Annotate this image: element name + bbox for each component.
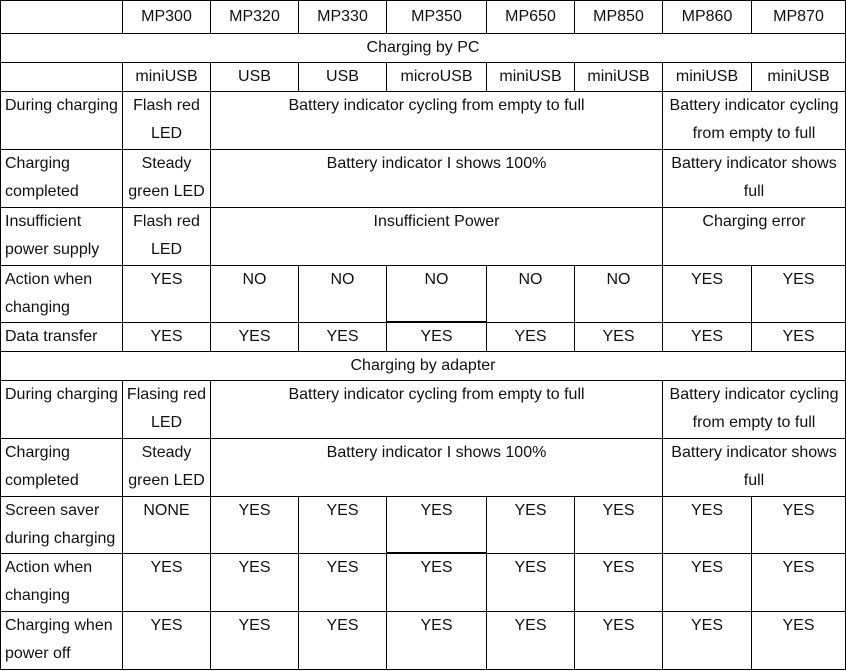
grid-line [210, 0, 211, 33]
mid-models-status: Battery indicator cycling from empty to full [288, 386, 585, 403]
port-type: miniUSB [675, 68, 739, 85]
value-cell: YES [782, 328, 815, 345]
mp300-status: green LED [128, 183, 205, 200]
value-cell: YES [238, 328, 271, 345]
value-cell: YES [690, 617, 723, 634]
row-label: power supply [5, 241, 100, 258]
value-cell: YES [150, 617, 183, 634]
mp300-status: LED [150, 125, 183, 142]
value-cell: YES [690, 328, 723, 345]
row-label: during charging [5, 530, 116, 547]
row-label: Charging when [5, 617, 113, 634]
value-cell: YES [782, 617, 815, 634]
right-models-status: full [743, 183, 765, 200]
mp300-status: Flash red [133, 97, 200, 114]
value-cell: YES [514, 617, 547, 634]
right-models-status: from empty to full [692, 125, 816, 142]
model-header-mp850: MP850 [593, 8, 644, 25]
value-cell: NO [330, 271, 355, 288]
value-cell: YES [514, 559, 547, 576]
value-cell: NO [424, 271, 449, 288]
value-cell: YES [420, 328, 453, 345]
row-label: Insufficient [5, 213, 82, 230]
model-header-mp650: MP650 [505, 8, 556, 25]
row-label: During charging [5, 386, 118, 403]
mp300-status: Flasing red [126, 386, 207, 403]
mp300-status: LED [150, 414, 183, 431]
grid-line [486, 0, 487, 33]
port-type: microUSB [400, 68, 473, 85]
mid-models-status: Battery indicator I shows 100% [326, 444, 547, 461]
row-label: Screen saver [5, 502, 100, 519]
value-cell: YES [238, 559, 271, 576]
right-models-status: Battery indicator cycling [669, 386, 839, 403]
value-cell: NONE [143, 502, 190, 519]
value-cell: YES [514, 328, 547, 345]
value-cell: YES [326, 559, 359, 576]
grid-line [122, 0, 123, 33]
section-title: Charging by PC [366, 39, 480, 56]
value-cell: YES [782, 271, 815, 288]
row-label: changing [5, 587, 70, 604]
row-label: changing [5, 299, 70, 316]
grid-line [574, 0, 575, 33]
port-type: USB [326, 68, 359, 85]
value-cell: YES [150, 559, 183, 576]
value-cell: NO [242, 271, 267, 288]
value-cell: YES [602, 559, 635, 576]
value-cell: YES [782, 559, 815, 576]
value-cell: YES [420, 559, 453, 576]
row-label: Action when [5, 271, 93, 288]
row-label: Data transfer [5, 328, 98, 345]
value-cell: YES [238, 502, 271, 519]
port-type: miniUSB [499, 68, 562, 85]
grid-line [386, 321, 486, 322]
port-type: miniUSB [587, 68, 650, 85]
model-header-mp350: MP350 [411, 8, 462, 25]
value-cell: YES [602, 502, 635, 519]
value-cell: YES [420, 502, 453, 519]
grid-line [662, 0, 663, 33]
value-cell: YES [326, 502, 359, 519]
value-cell: YES [238, 617, 271, 634]
mid-models-status: Battery indicator cycling from empty to full [288, 97, 585, 114]
model-header-mp300: MP300 [141, 8, 192, 25]
mid-models-status: Battery indicator I shows 100% [326, 155, 547, 172]
grid-line [0, 0, 846, 1]
value-cell: YES [420, 617, 453, 634]
mp300-status: green LED [128, 472, 205, 489]
right-models-status: Battery indicator shows [671, 444, 837, 461]
row-label: Action when [5, 559, 93, 576]
model-header-mp330: MP330 [317, 8, 368, 25]
value-cell: NO [518, 271, 543, 288]
row-label: completed [5, 183, 79, 200]
right-models-status: Charging error [702, 213, 806, 230]
grid-line [298, 0, 299, 33]
mp300-status: Flash red [133, 213, 200, 230]
port-type: USB [238, 68, 271, 85]
right-models-status: full [743, 472, 765, 489]
value-cell: YES [690, 271, 723, 288]
value-cell: YES [150, 328, 183, 345]
value-cell: YES [690, 559, 723, 576]
value-cell: YES [150, 271, 183, 288]
port-type: miniUSB [135, 68, 198, 85]
row-label: Charging [5, 444, 70, 461]
row-label: During charging [5, 97, 118, 114]
model-header-mp320: MP320 [229, 8, 280, 25]
value-cell: YES [782, 502, 815, 519]
value-cell: YES [602, 328, 635, 345]
section-title: Charging by adapter [350, 357, 496, 374]
grid-line [386, 0, 387, 33]
model-header-mp860: MP860 [681, 8, 733, 25]
grid-line [386, 552, 486, 553]
model-header-mp870: MP870 [773, 8, 824, 25]
value-cell: YES [690, 502, 723, 519]
right-models-status: Battery indicator shows [671, 155, 837, 172]
value-cell: YES [326, 328, 359, 345]
value-cell: NO [606, 271, 631, 288]
grid-line [0, 669, 846, 670]
value-cell: YES [326, 617, 359, 634]
mp300-status: Steady [141, 155, 192, 172]
port-type: miniUSB [767, 68, 830, 85]
right-models-status: from empty to full [692, 414, 816, 431]
row-label: completed [5, 472, 79, 489]
grid-line [751, 0, 752, 33]
mp300-status: Steady [141, 444, 192, 461]
value-cell: YES [514, 502, 547, 519]
mid-models-status: Insufficient Power [373, 213, 500, 230]
value-cell: YES [602, 617, 635, 634]
mp300-status: LED [150, 241, 183, 258]
row-label: power off [5, 645, 71, 662]
row-label: Charging [5, 155, 70, 172]
right-models-status: Battery indicator cycling [669, 97, 839, 114]
